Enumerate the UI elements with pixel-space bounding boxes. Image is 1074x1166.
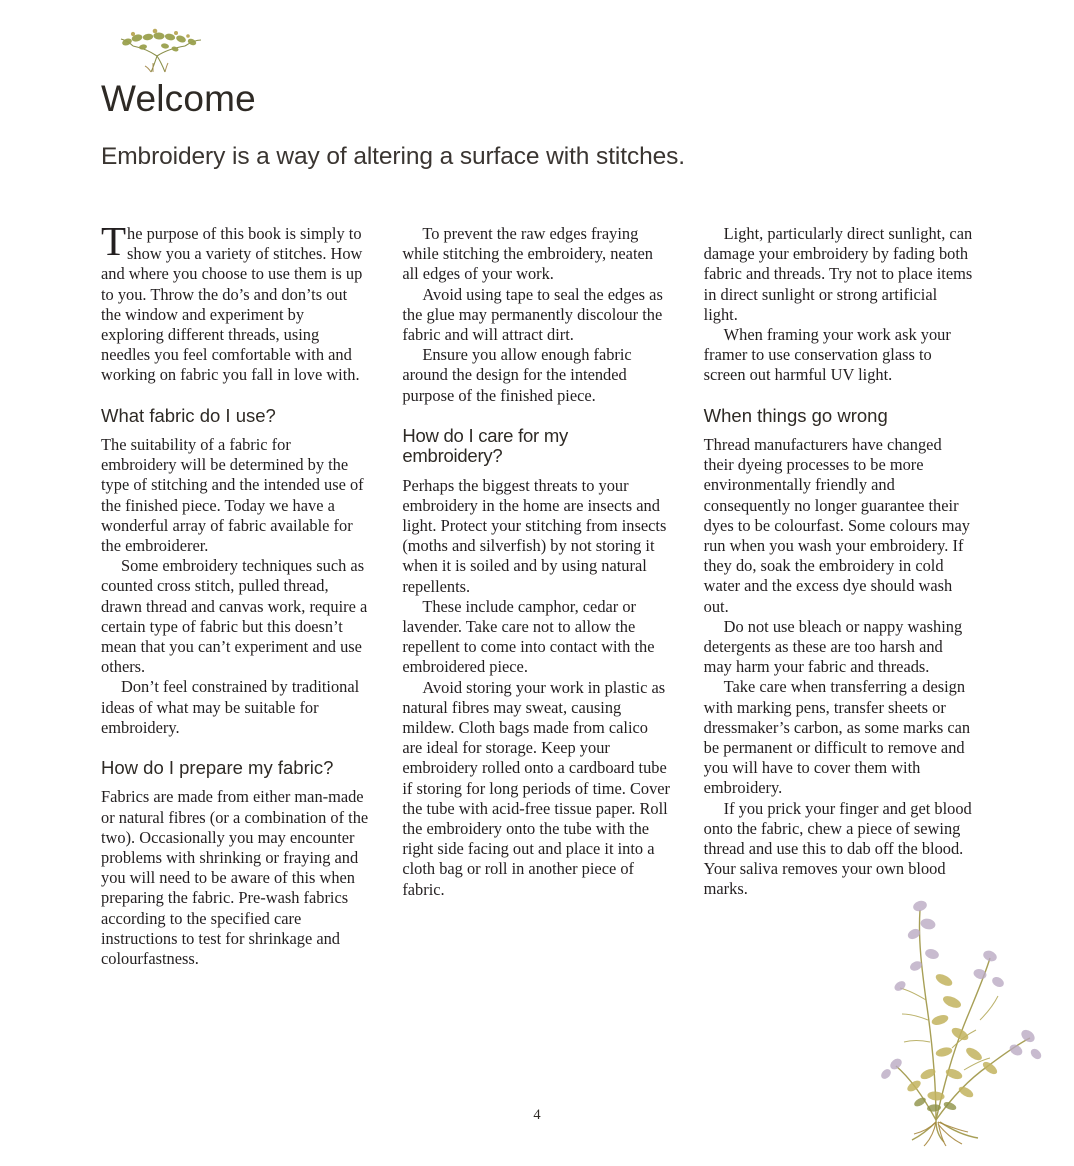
- drop-cap: T: [101, 218, 127, 264]
- body-paragraph: These include camphor, cedar or lavender. Take care not to allow the repellent to come into contact with the embroidered piece.: [402, 596, 655, 677]
- section-heading-care-embroidery: How do I care for my embroidery?: [402, 424, 568, 467]
- body-paragraph: The suitability of a fabric for embroidery will be determined by the type of stitching and the intended use of the finished piece. Today we have a wonderful array of fabric available for the embroiderer.: [101, 434, 364, 555]
- body-paragraph: Avoid using tape to seal the edges as the glue may permanently discolour the fabric and will attract dirt.: [402, 284, 663, 345]
- body-paragraph: If you prick your finger and get blood onto the fabric, chew a piece of sewing thread and use this to dab off the blood. Your saliva removes your own blood marks.: [703, 798, 972, 899]
- body-paragraph: he purpose of this book is simply to show you a variety of stitches. How and where you choose to use them is up to you. Throw the do’s and don’ts out the window and experiment by exploring different threads, using needles you feel comfortable with and working on fabric you fall in love with.: [101, 224, 363, 385]
- body-paragraph: Avoid storing your work in plastic as natural fibres may sweat, causing mildew. Cloth bags made from calico are ideal for storage. Keep your embroidery rolled onto a cardboard tube if storing for long periods of time. Cover the tube with acid-free tissue paper. Roll the embroidery onto the tube with the right side facing out and place it into a cloth bag or roll in another piece of fabric.: [402, 677, 670, 899]
- text-columns: [101, 218, 973, 969]
- column-3: [704, 224, 973, 969]
- section-heading-what-fabric: What fabric do I use?: [101, 404, 276, 426]
- body-paragraph: Take care when transferring a design with marking pens, transfer sheets or dressmaker’s carbon, as some marks can be permanent or difficult to remove and you will have to cover them with embroidery.: [703, 677, 971, 798]
- body-paragraph: Ensure you allow enough fabric around the design for the intended purpose of the finished piece.: [402, 345, 632, 405]
- column-1: [101, 218, 370, 969]
- body-paragraph: To prevent the raw edges fraying while stitching the embroidery, neaten all edges of your work.: [402, 224, 653, 284]
- column-2: [402, 224, 671, 969]
- page-header: [101, 12, 981, 171]
- dropcap-paragraph: [101, 218, 370, 386]
- body-paragraph: Some embroidery techniques such as counted cross stitch, pulled thread, drawn thread and canvas work, require a certain type of fabric but this doesn’t mean that you can’t experiment and use others.: [101, 556, 368, 677]
- page-title: Welcome: [101, 78, 256, 119]
- section-heading-prepare-fabric: How do I prepare my fabric?: [101, 757, 334, 779]
- section-heading-things-go-wrong: When things go wrong: [703, 404, 888, 426]
- body-paragraph: Don’t feel constrained by traditional ideas of what may be suitable for embroidery.: [101, 677, 360, 737]
- page-number: 4: [533, 1107, 541, 1123]
- page-subtitle: Embroidery is a way of altering a surface with stitches.: [101, 143, 686, 170]
- body-paragraph: Light, particularly direct sunlight, can damage your embroidery by fading both fabric and threads. Try not to place items in direct sunlight or strong artificial light.: [703, 224, 973, 324]
- body-paragraph: Do not use bleach or nappy washing detergents as these are too harsh and may harm your fabric and threads.: [703, 616, 963, 677]
- body-paragraph: When framing your work ask your framer to use conservation glass to screen out harmful UV light.: [703, 325, 951, 385]
- body-paragraph: Thread manufacturers have changed their dyeing processes to be more environmentally friendly and consequently no longer guarantee their dyes to be colourfast. Some colours may run when you wash your embroidery. If they do, soak the embroidery in cold water and the excess dye should wash out.: [703, 434, 970, 616]
- body-paragraph: Fabrics are made from either man-made or natural fibres (or a combination of the two). Occasionally you may encounter problems with shrinking or fraying and you will need to be aware of this when preparing the fabric. Pre-wash fabrics according to the specified care instructions to test for shrinkage and colourfastness.: [101, 787, 369, 968]
- botanical-sprig-icon: [103, 12, 215, 74]
- body-paragraph: Perhaps the biggest threats to your embroidery in the home are insects and light. Protect your stitching from insects (moths and silverfish) by not storing it when it is soiled and by using natural repellents.: [402, 475, 667, 596]
